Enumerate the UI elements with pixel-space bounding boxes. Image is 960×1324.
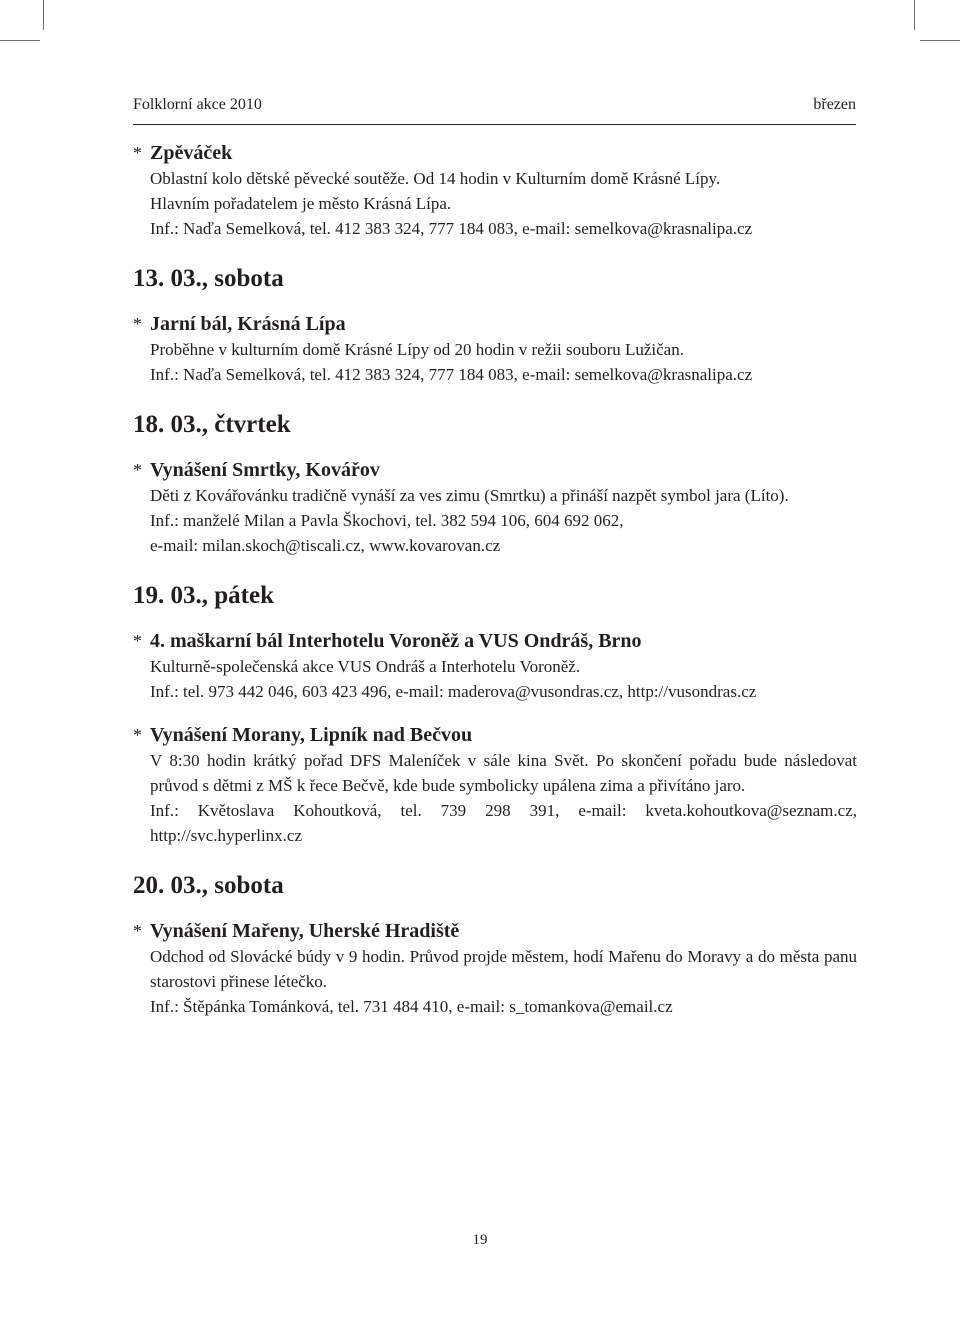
crop-mark-right-horizontal (920, 40, 960, 41)
running-header (133, 96, 856, 120)
bullet-asterisk: * (133, 631, 142, 651)
event-text-line: V 8:30 hodin krátký pořad DFS Maleníček v sále kina Svět. Po skončení pořadu bude následovat průvod s dětmi z MŠ k řece Bečvě, kde bude symbolicky upálena zima a přivítáno jaro. (150, 751, 857, 795)
event-title (133, 311, 857, 337)
event-entry (133, 918, 857, 1019)
event-text-line: Proběhne v kulturním domě Krásné Lípy od 20 hodin v režii souboru Lužičan. (150, 340, 684, 359)
crop-mark-left-horizontal (0, 40, 40, 41)
event-entry (133, 722, 857, 848)
event-text-line: Inf.: tel. 973 442 046, 603 423 496, e-mail: maderova@vusondras.cz, http://vusondras.cz (150, 682, 757, 701)
header-rule (133, 124, 856, 125)
header-month: březen (813, 96, 856, 113)
event-title-text: Jarní bál, Krásná Lípa (150, 313, 346, 335)
bullet-asterisk: * (133, 921, 142, 941)
event-title-text: Vynášení Mařeny, Uherské Hradiště (150, 920, 460, 942)
event-title (133, 628, 857, 654)
event-title (133, 140, 857, 166)
crop-mark-right (914, 0, 915, 30)
event-text-line: Kulturně-společenská akce VUS Ondráš a Interhotelu Voroněž. (150, 657, 581, 676)
crop-mark-left (43, 0, 44, 30)
event-text-line: Inf.: Květoslava Kohoutková, tel. 739 298 391, e-mail: kveta.kohoutkova@seznam.cz, http://svc.hyperlinx.cz (150, 801, 857, 845)
bullet-asterisk: * (133, 460, 142, 480)
bullet-asterisk: * (133, 314, 142, 334)
event-text-line: Odchod od Slovácké búdy v 9 hodin. Průvod projde městem, hodí Mařenu do Moravy a do města panu starostovi přinese létečko. (150, 947, 857, 991)
page-number: 19 (472, 1232, 488, 1248)
event-title-text: 4. maškarní bál Interhotelu Voroněž a VUS Ondráš, Brno (150, 630, 642, 652)
event-title (133, 722, 857, 748)
event-text-line: Oblastní kolo dětské pěvecké soutěže. Od 14 hodin v Kulturním domě Krásné Lípy. (150, 169, 721, 188)
event-text-line: Hlavním pořadatelem je město Krásná Lípa. (150, 194, 452, 213)
event-text-line: Děti z Kovářovánku tradičně vynáší za ves zimu (Smrtku) a přináší nazpět symbol jara (Líto). (150, 486, 789, 505)
event-entry (133, 628, 857, 704)
event-title-text: Zpěváček (150, 142, 233, 164)
event-text-line: Inf.: Štěpánka Tománková, tel. 731 484 410, e-mail: s_tomankova@email.cz (150, 997, 673, 1016)
event-entry (133, 311, 857, 387)
event-entry (133, 140, 857, 241)
section-date: 19. 03., pátek (133, 582, 274, 609)
event-entry (133, 457, 857, 558)
section-date: 13. 03., sobota (133, 265, 284, 292)
bullet-asterisk: * (133, 143, 142, 163)
event-text-line: Inf.: Naďa Semelková, tel. 412 383 324, 777 184 083, e-mail: semelkova@krasnalipa.cz (150, 365, 753, 384)
page-content (133, 140, 857, 1037)
event-title-text: Vynášení Morany, Lipník nad Bečvou (150, 724, 473, 746)
event-text-line: Inf.: manželé Milan a Pavla Škochovi, tel. 382 594 106, 604 692 062, (150, 511, 624, 530)
section-date: 20. 03., sobota (133, 872, 284, 899)
header-title: Folklorní akce 2010 (133, 96, 262, 113)
event-title (133, 918, 857, 944)
event-text-line: e-mail: milan.skoch@tiscali.cz, www.kovarovan.cz (150, 536, 501, 555)
section-date: 18. 03., čtvrtek (133, 411, 291, 438)
event-title (133, 457, 857, 483)
event-text-line: Inf.: Naďa Semelková, tel. 412 383 324, 777 184 083, e-mail: semelkova@krasnalipa.cz (150, 219, 753, 238)
bullet-asterisk: * (133, 725, 142, 745)
event-title-text: Vynášení Smrtky, Kovářov (150, 459, 380, 481)
